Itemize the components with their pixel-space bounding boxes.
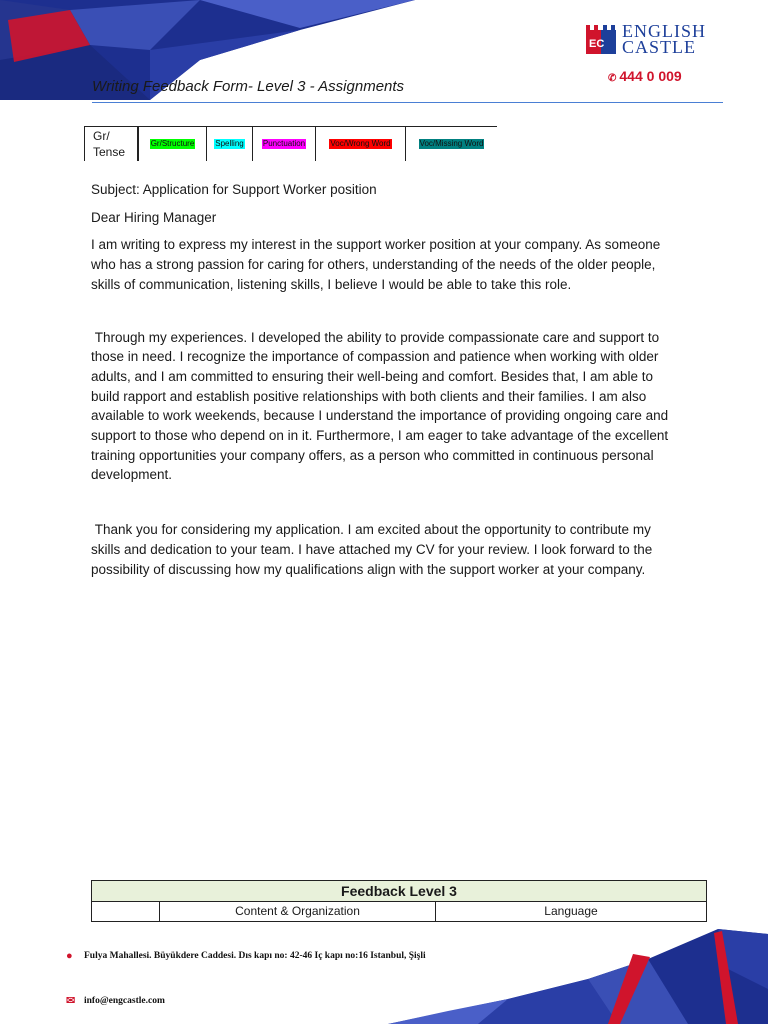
phone-number[interactable] <box>608 68 682 84</box>
legend-voc-missing-word <box>405 127 497 161</box>
legend-spelling <box>206 127 252 161</box>
footer-decoration <box>388 929 768 1024</box>
logo-line-2: CASTLE <box>622 37 697 57</box>
legend-label: Voc/Wrong Word <box>330 139 391 148</box>
logo-wordmark <box>622 23 706 55</box>
error-legend <box>84 126 497 161</box>
feedback-col-content: Content & Organization <box>160 902 436 921</box>
feedback-col-language: Language <box>544 904 598 918</box>
location-pin-icon: ● <box>66 950 73 962</box>
legend-label: Gr/Structure <box>150 139 195 148</box>
feedback-col-blank <box>92 902 160 921</box>
phone-icon: ✆ <box>608 73 617 84</box>
letter-greeting: Dear Hiring Manager <box>91 209 217 225</box>
address-text: Fulya Mahallesi. Büyükdere Caddesi. Dıs kapı no: 42-46 Iç kapı no:16 Istanbul, Şişli <box>84 951 426 961</box>
legend-label: Voc/Missing Word <box>419 139 484 148</box>
letter-paragraph-1: I am writing to express my interest in the support worker position at your company. As someone who has a strong passion for caring for others, understanding of the needs of the older people, skills of communication, listening skills, I believe I would be able to take this role. <box>91 237 661 292</box>
legend-gr-structure <box>138 127 206 161</box>
letter-paragraph-3: Thank you for considering my application. I am excited about the opportunity to contribute my skills and dedication to your team. I have attached my CV for your review. I look forward to the possibility of discussing how my qualifications align with the support worker at your company. <box>91 522 657 577</box>
letter-subject: Subject: Application for Support Worker position <box>91 182 377 197</box>
title-divider <box>92 102 723 103</box>
logo-line-1: ENGLISH <box>622 21 706 41</box>
feedback-table <box>91 880 707 922</box>
phone-text: 444 0 009 <box>619 68 682 84</box>
feedback-columns <box>91 902 707 922</box>
letter-body <box>91 180 683 579</box>
legend-label: Gr/ Tense <box>93 129 126 159</box>
email-icon: ✉ <box>66 995 76 1007</box>
legend-gr-tense <box>84 127 138 161</box>
feedback-title: Feedback Level 3 <box>91 880 707 902</box>
legend-punctuation <box>252 127 315 161</box>
form-title: Writing Feedback Form- Level 3 - Assignments <box>92 78 405 95</box>
footer-email[interactable] <box>66 994 165 1007</box>
legend-voc-wrong-word <box>315 127 405 161</box>
legend-label: Spelling <box>215 139 244 148</box>
letter-paragraph-2: Through my experiences. I developed the ability to provide compassionate care and support to those in need. I recognize the importance of compassion and patience when working with older adults, and I am committed to ensuring their well-being and comfort. Besides that, I am able to build rapport and establish positive relationships with both clients and their families. I am also available to work weekends, because I understand the importance of providing ongoing care and support to those who depend on in it. Furthermore, I am eager to take advantage of the excellent training opportunities your company offers, as a person who committed in continuous personal development. <box>91 329 672 483</box>
legend-label: Punctuation <box>262 139 306 148</box>
footer-address <box>66 950 426 962</box>
logo-initials: EC <box>589 38 605 50</box>
email-text[interactable]: info@engcastle.com <box>84 995 165 1006</box>
